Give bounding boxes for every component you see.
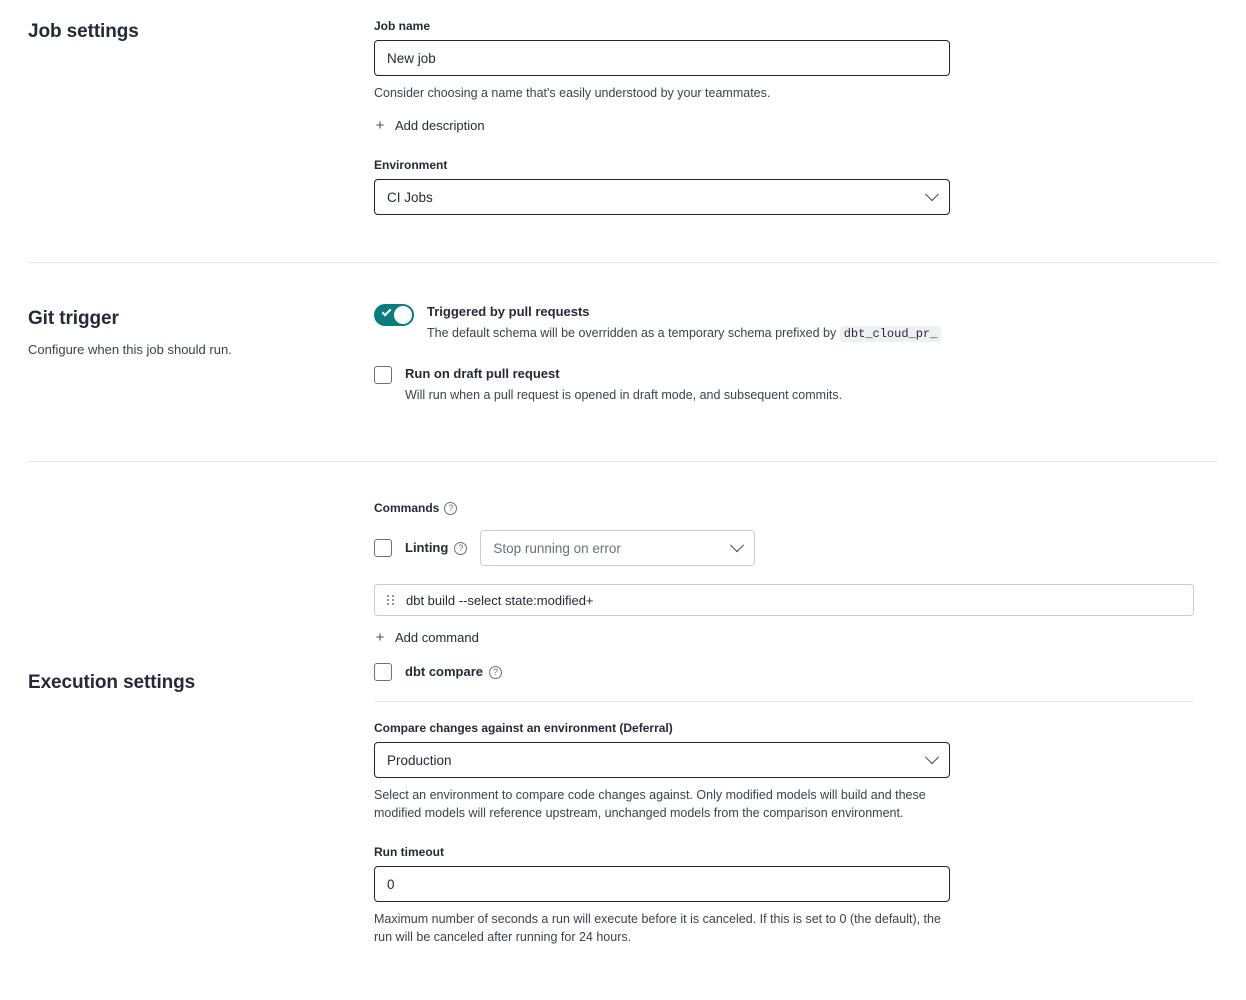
deferral-value: Production	[387, 752, 452, 768]
git-trigger-section	[0, 263, 1246, 404]
lint-error-mode-select[interactable]	[480, 530, 755, 566]
draft-pr-label: Run on draft pull request	[405, 366, 560, 381]
pull-request-toggle[interactable]	[374, 304, 414, 326]
environment-select[interactable]	[374, 179, 950, 215]
dbt-compare-row	[374, 663, 1218, 681]
pr-trigger-label: Triggered by pull requests	[427, 304, 590, 319]
commands-label	[374, 500, 1218, 516]
toggle-knob	[394, 306, 412, 324]
chevron-down-icon	[925, 187, 939, 201]
deferral-environment-select[interactable]	[374, 742, 950, 778]
deferral-label	[374, 720, 1218, 736]
job-name-input[interactable]	[374, 40, 950, 76]
draft-pr-text	[405, 365, 842, 404]
dbt-compare-help-icon[interactable]: ?	[489, 666, 502, 679]
job-name-label-text: Job name	[374, 19, 431, 33]
add-description-label: Add description	[395, 118, 485, 133]
git-trigger-heading-col	[28, 299, 374, 404]
dbt-compare-label-text: dbt compare	[405, 664, 484, 679]
environment-label-text: Environment	[374, 158, 448, 172]
environment-label	[374, 157, 1218, 173]
plus-icon: +	[375, 629, 385, 646]
linting-help-icon[interactable]: ?	[454, 542, 467, 555]
environment-value: CI Jobs	[387, 189, 433, 205]
page-title: Job settings	[28, 21, 139, 42]
deferral-help: Select an environment to compare code changes against. Only modified models will build and these modified models will reference upstream, unchanged models from the comparison environment.	[374, 788, 926, 820]
draft-pr-row	[374, 365, 1218, 404]
check-icon	[382, 307, 392, 317]
execution-settings-section	[0, 462, 1246, 946]
git-trigger-controls	[374, 299, 1218, 404]
drag-handle-icon[interactable]	[387, 595, 394, 605]
add-command-button[interactable]	[374, 630, 479, 645]
job-settings-heading-col	[28, 12, 374, 215]
lint-error-mode-value: Stop running on error	[493, 540, 621, 556]
execution-settings-heading-col	[28, 498, 374, 946]
chevron-down-icon	[730, 538, 744, 552]
help-icon[interactable]: ?	[444, 502, 457, 515]
add-command-label: Add command	[395, 630, 479, 645]
draft-pr-note: Will run when a pull request is opened in draft mode, and subsequent commits.	[405, 388, 843, 402]
commands-label-text: Commands	[374, 501, 440, 515]
plus-icon: +	[375, 117, 385, 134]
schema-prefix-code: dbt_cloud_pr_	[840, 326, 942, 342]
git-trigger-title: Git trigger	[28, 308, 119, 329]
pr-trigger-row	[374, 303, 1218, 343]
execution-settings-controls	[374, 498, 1218, 946]
command-value: dbt build --select state:modified+	[406, 592, 594, 608]
chevron-down-icon	[925, 750, 939, 764]
add-description-button[interactable]	[374, 118, 485, 133]
linting-row	[374, 530, 1218, 566]
pr-trigger-text	[427, 303, 941, 343]
run-timeout-label-text: Run timeout	[374, 845, 444, 859]
divider-3	[374, 701, 1194, 702]
dbt-compare-checkbox[interactable]	[374, 663, 392, 681]
run-timeout-input[interactable]	[374, 866, 950, 902]
job-name-value: New job	[387, 50, 436, 66]
job-name-label	[374, 18, 1218, 34]
job-settings-section	[0, 0, 1246, 215]
job-settings-fields	[374, 12, 1218, 215]
job-name-help: Consider choosing a name that's easily understood by your teammates.	[374, 86, 771, 100]
pr-trigger-note	[427, 324, 941, 343]
execution-settings-title: Execution settings	[28, 672, 196, 693]
draft-pull-request-checkbox[interactable]	[374, 366, 392, 384]
linting-label-text: Linting	[405, 540, 449, 555]
linting-checkbox[interactable]	[374, 539, 392, 557]
linting-label	[405, 539, 467, 557]
run-timeout-value: 0	[387, 876, 395, 892]
dbt-compare-label	[405, 663, 502, 681]
run-timeout-help: Maximum number of seconds a run will execute before it is canceled. If this is set to 0 (the default), the run will be canceled after running for 24 hours.	[374, 912, 941, 944]
pr-trigger-note-text: The default schema will be overridden as a temporary schema prefixed by	[427, 326, 837, 340]
run-timeout-label	[374, 844, 1218, 860]
deferral-label-text: Compare changes against an environment (Deferral)	[374, 721, 673, 735]
command-input[interactable]	[374, 584, 1194, 616]
git-trigger-subtitle: Configure when this job should run.	[28, 342, 232, 357]
